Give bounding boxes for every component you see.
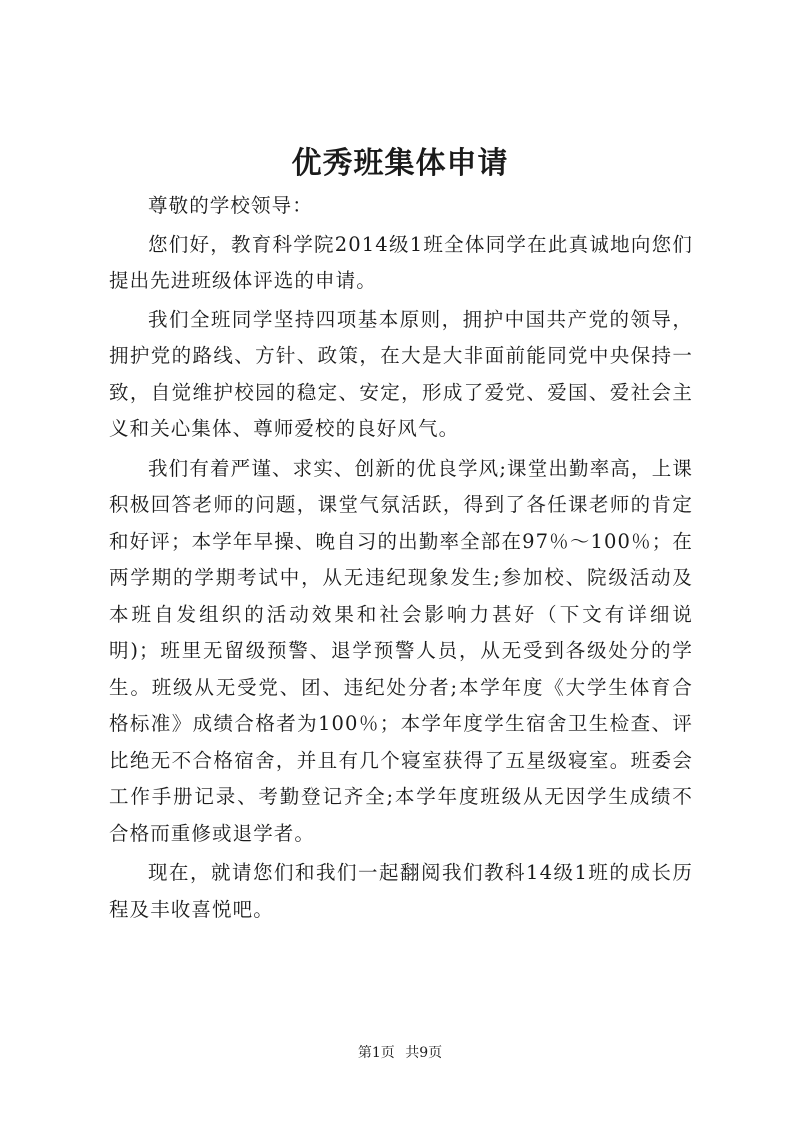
page-footer: [0, 1043, 800, 1063]
salutation-paragraph: 尊敬的学校领导：: [148, 194, 313, 217]
study-style-paragraph: 我们有着严谨、求实、创新的优良学风;课堂出勤率高，上课积极回答老师的问题，课堂气氛活跃，得到了各任课老师的肯定和好评；本学年早操、晚自习的出勤率全部在97％～100％；在两学期的学期考试中，从无违纪现象发生;参加校、院级活动及本班自发组织的活动效果和社会影响力甚好（下文有详细说明)；班里无留级预警、退学预警人员，从无受到各级处分的学生。班级从无受党、团、违纪处分者;本学年度《大学生体育合格标准》成绩合格者为100％；本学年度学生宿舍卫生检查、评比绝无不合格宿舍，并且有几个寝室获得了五星级寝室。班委会工作手册记录、考勤登记齐全;本学年度班级从无因学生成绩不合格而重修或退学者。: [109, 456, 693, 845]
principles-paragraph: 我们全班同学坚持四项基本原则，拥护中国共产党的领导，拥护党的路线、方针、政策，在大是大非面前能同党中央保持一致，自觉维护校园的稳定、安定，形成了爱党、爱国、爱社会主义和关心集体、尊师爱校的良好风气。: [109, 307, 693, 440]
page-number: 第1页: [357, 1045, 395, 1061]
document-body: [109, 188, 693, 928]
greeting-paragraph: 您们好，教育科学院2014级1班全体同学在此真诚地向您们提出先进班级体评选的申请。: [109, 232, 693, 292]
document-title: 优秀班集体申请: [291, 146, 509, 181]
page-total: 共9页: [405, 1045, 443, 1061]
closing-paragraph: 现在，就请您们和我们一起翻阅我们教科14级1班的成长历程及丰收喜悦吧。: [109, 861, 693, 921]
